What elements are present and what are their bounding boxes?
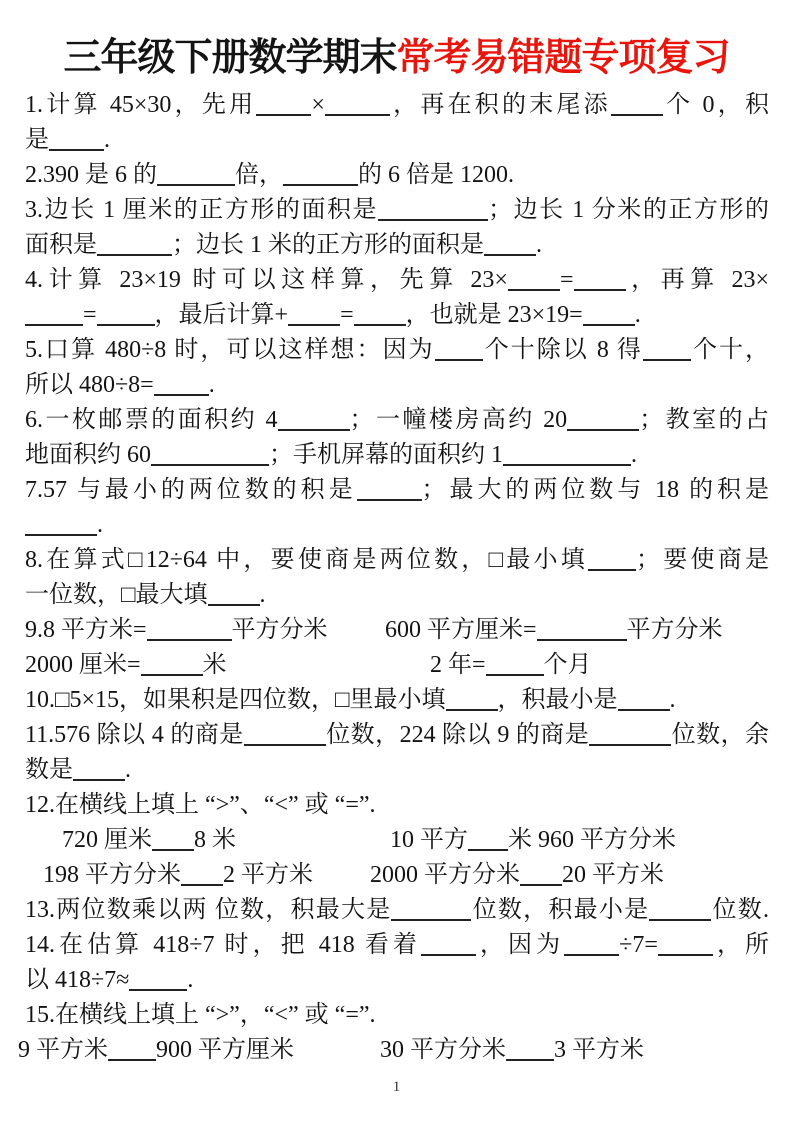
worksheet-line (25, 788, 769, 823)
fill-blank (152, 847, 194, 851)
fill-blank (503, 462, 631, 466)
text-run: ；一幢楼房高约 20 (349, 407, 568, 433)
fill-blank (157, 182, 235, 186)
text-run: 900 平方厘米 (156, 1037, 294, 1063)
page-title-main: 三年级下册数学期末 (63, 37, 397, 79)
text-run: 5.口算 480÷8 时，可以这样想：因为 (25, 337, 435, 363)
text-run: 20 平方米 (562, 862, 664, 888)
text-run: ；边长 1 米的正方形的面积是 (172, 232, 484, 258)
fill-blank (618, 707, 670, 711)
worksheet-line (25, 508, 769, 543)
text-run: ；最大的两位数与 18 的积是 (421, 477, 770, 503)
text-run: 位数，224 除以 9 的商是 (325, 722, 590, 748)
text-run: = (559, 267, 574, 293)
text-run: 720 厘米 (62, 827, 152, 853)
worksheet-column (430, 648, 592, 683)
worksheet-line (25, 298, 769, 333)
text-run: . (634, 302, 641, 328)
text-run: ；教室的占 (639, 407, 770, 433)
worksheet-line (0, 613, 793, 648)
fill-blank (244, 742, 326, 746)
worksheet-lines (0, 88, 793, 1068)
worksheet-line (25, 718, 769, 753)
page-title-highlight: 常考易错题专项复习 (396, 37, 730, 79)
worksheet-line (25, 998, 769, 1033)
text-run: 2 平方米 (223, 862, 313, 888)
fill-blank (649, 917, 711, 921)
text-run: . (669, 687, 676, 713)
text-run: 地面积约 60 (25, 442, 151, 468)
worksheet-line (25, 473, 769, 508)
page-number: 1 (392, 1079, 401, 1095)
fill-blank (564, 952, 619, 956)
text-run: 30 平方分米 (380, 1037, 506, 1063)
text-run: 3 平方米 (554, 1037, 644, 1063)
worksheet-line (25, 368, 769, 403)
text-run: 12.在横线上填上 “>”、“<” 或 “=”. (25, 792, 376, 818)
text-run: 11.576 除以 4 的商是 (25, 722, 244, 748)
worksheet-column (25, 648, 227, 683)
fill-blank (484, 252, 536, 256)
fill-blank (288, 322, 340, 326)
text-run: 个月 (543, 652, 592, 678)
fill-blank (567, 427, 639, 431)
worksheet-column (385, 613, 723, 648)
fill-blank (278, 427, 350, 431)
text-run: = (83, 302, 97, 328)
text-run: . (97, 512, 103, 538)
fill-blank (658, 952, 713, 956)
worksheet-column (43, 858, 313, 893)
text-run: 个 0，积 (662, 92, 770, 118)
text-run: 2000 厘米= (25, 652, 141, 678)
worksheet-column (18, 1033, 294, 1068)
fill-blank (141, 672, 203, 676)
text-run: 数是 (25, 757, 73, 783)
text-run: ，积最小是 (497, 687, 618, 713)
fill-blank (25, 532, 97, 536)
fill-blank (129, 987, 187, 991)
text-run: 米 960 平方分米 (508, 827, 676, 853)
fill-blank (486, 672, 544, 676)
text-run: × (311, 92, 325, 118)
text-run: 2000 平方分米 (370, 862, 520, 888)
text-run: 6.一枚邮票的面积约 4 (25, 407, 278, 433)
fill-blank (520, 882, 562, 886)
fill-blank (435, 357, 483, 361)
text-run: 倍， (235, 162, 283, 188)
text-run: 9.8 平方米= (25, 617, 147, 643)
fill-blank (25, 322, 83, 326)
text-run: ，因为 (475, 932, 565, 958)
fill-blank (108, 1057, 156, 1061)
worksheet-line (25, 438, 769, 473)
fill-blank (583, 322, 635, 326)
fill-blank (354, 322, 406, 326)
worksheet-line (0, 648, 793, 683)
fill-blank (589, 742, 671, 746)
text-run: . (536, 232, 542, 258)
text-run: ，也就是 23×19= (405, 302, 583, 328)
worksheet-line (0, 1033, 793, 1068)
fill-blank (588, 567, 636, 571)
text-run: 位数. (711, 897, 770, 923)
worksheet-line (25, 683, 769, 718)
fill-blank (147, 637, 232, 641)
text-run: 个十除以 8 得 (482, 337, 643, 363)
text-run: 平方分米 (231, 617, 328, 643)
fill-blank (283, 182, 358, 186)
text-run: ，所 (712, 932, 770, 958)
text-run: ；要使商是 (636, 547, 770, 573)
text-run: 2.390 是 6 的 (25, 162, 157, 188)
text-run: 13.两位数乘以两 位数，积最大是 (25, 897, 392, 923)
text-run: . (631, 442, 637, 468)
text-run: 2 年= (430, 652, 486, 678)
text-run: 198 平方分米 (43, 862, 181, 888)
worksheet-line (0, 823, 793, 858)
text-run: . (125, 757, 131, 783)
text-run: 4.计算 23×19 时可以这样算，先算 23× (25, 267, 508, 293)
text-run: 的 6 倍是 1200. (358, 162, 514, 188)
worksheet-column (25, 613, 328, 648)
fill-blank (574, 287, 626, 291)
text-run: 所以 480÷8= (25, 372, 154, 398)
text-run: 10 平方 (390, 827, 468, 853)
text-run: 600 平方厘米= (385, 617, 537, 643)
text-run: 15.在横线上填上 “>”，“<” 或 “=”. (25, 1002, 376, 1028)
worksheet-line (0, 858, 793, 893)
worksheet-column (380, 1033, 644, 1068)
text-run: = (340, 302, 354, 328)
text-run: 3.边长 1 厘米的正方形的面积是 (25, 197, 379, 223)
text-run: 平方分米 (626, 617, 723, 643)
fill-blank (73, 777, 125, 781)
worksheet-line (25, 893, 769, 928)
fill-blank (611, 112, 663, 116)
text-run: ；手机屏幕的面积约 1 (269, 442, 503, 468)
text-run: ，再算 23× (625, 267, 769, 293)
worksheet-line (25, 228, 769, 263)
fill-blank (97, 322, 155, 326)
text-run: 位数，余 (671, 722, 770, 748)
worksheet-column (390, 823, 676, 858)
fill-blank (154, 392, 209, 396)
text-run: 米 (202, 652, 227, 678)
text-run: 一位数，□最大填 (25, 582, 208, 608)
page-title (0, 0, 793, 82)
text-run: ÷7= (619, 932, 658, 958)
text-run: ，最后计算+ (154, 302, 289, 328)
text-run: 7.57 与最小的两位数的积是 (25, 477, 357, 503)
worksheet-column (62, 823, 236, 858)
worksheet-line (25, 88, 769, 123)
fill-blank (506, 1057, 554, 1061)
worksheet-line (25, 333, 769, 368)
fill-blank (325, 112, 390, 116)
fill-blank (378, 217, 488, 221)
worksheet-line (25, 753, 769, 788)
text-run: 是 (25, 127, 49, 153)
text-run: 个十， (690, 337, 770, 363)
text-run: 14.在估算 418÷7 时，把 418 看着 (25, 932, 421, 958)
fill-blank (208, 602, 260, 606)
text-run: ；边长 1 分米的正方形的 (488, 197, 770, 223)
worksheet-line (25, 263, 769, 298)
text-run: 位数，积最小是 (471, 897, 650, 923)
text-run: . (187, 967, 194, 993)
worksheet-line (25, 928, 769, 963)
worksheet-column (370, 858, 664, 893)
text-run: . (208, 372, 215, 398)
worksheet-line (25, 158, 769, 193)
fill-blank (508, 287, 560, 291)
fill-blank (357, 497, 422, 501)
text-run: 以 418÷7≈ (25, 967, 130, 993)
text-run: 10.□5×15，如果积是四位数，□里最小填 (25, 687, 446, 713)
text-run: . (259, 582, 266, 608)
text-run: . (104, 127, 110, 153)
worksheet-line (25, 193, 769, 228)
fill-blank (151, 462, 269, 466)
text-run: ，再在积的末尾添 (389, 92, 611, 118)
fill-blank (181, 882, 223, 886)
text-run: 1.计算 45×30，先用 (25, 92, 257, 118)
text-run: 9 平方米 (18, 1037, 108, 1063)
worksheet-line (25, 403, 769, 438)
worksheet-line (25, 543, 769, 578)
fill-blank (256, 112, 311, 116)
fill-blank (468, 847, 508, 851)
fill-blank (446, 707, 498, 711)
text-run: 面积是 (25, 232, 97, 258)
worksheet-line (25, 578, 769, 613)
fill-blank (391, 917, 471, 921)
fill-blank (643, 357, 691, 361)
fill-blank (97, 252, 172, 256)
worksheet-line (25, 963, 769, 998)
fill-blank (421, 952, 476, 956)
fill-blank (49, 147, 104, 151)
fill-blank (537, 637, 627, 641)
worksheet-line (25, 123, 769, 158)
text-run: 8 米 (194, 827, 236, 853)
text-run: 8.在算式□12÷64 中，要使商是两位数，□最小填 (25, 547, 589, 573)
